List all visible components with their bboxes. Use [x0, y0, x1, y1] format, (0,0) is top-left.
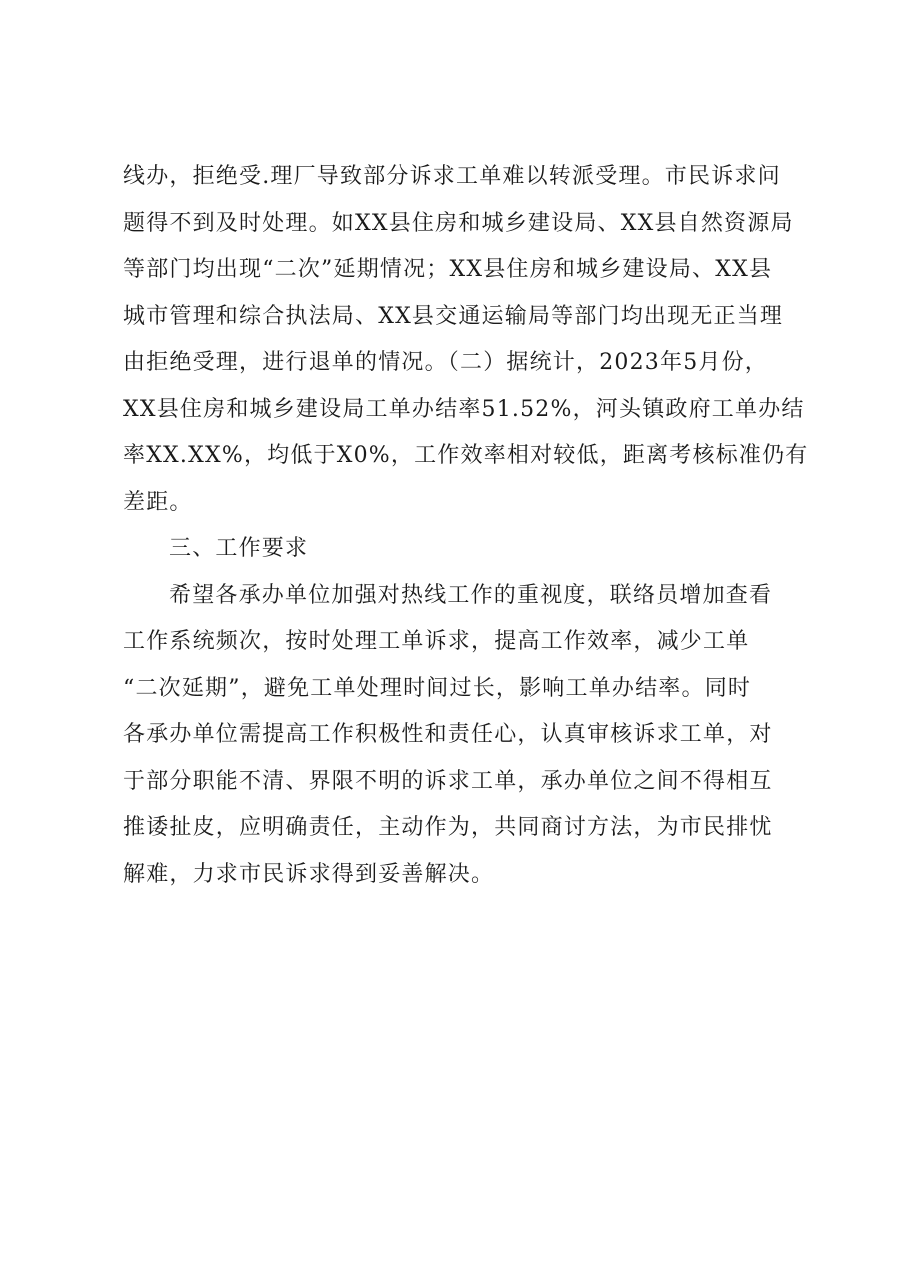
text-line: XX县住房和城乡建设局工单办结率51.52%，河头镇政府工单办结 — [123, 396, 805, 422]
text-line: 推诿扯皮，应明确责任，主动作为，共同商讨方法，为市民排忧 — [123, 815, 773, 840]
text-line: 线办，拒绝受.理厂导致部分诉求工单难以转派受理。市民诉求问 — [123, 164, 781, 189]
text-line: 差距。 — [123, 489, 193, 515]
text-line: 城市管理和综合执法局、XX县交通运输局等部门均出现无正当理 — [123, 303, 784, 329]
text-line: 希望各承办单位加强对热线工作的重视度，联络员增加查看 — [169, 582, 773, 608]
text-line: 率XX.XX%，均低于X0%，工作效率相对较低，距离考核标准仍有 — [123, 443, 809, 468]
text-line: 工作系统频次，按时处理工单诉求，提高工作效率，减少工单 — [123, 629, 750, 654]
paragraph-work-requirements — [123, 573, 823, 899]
text-line: 解难，力求市民诉求得到妥善解决。 — [123, 861, 495, 887]
text-line: 由拒绝受理，进行退单的情况。（二）据统计，2023年5月份， — [123, 350, 768, 375]
text-line: 于部分职能不清、界限不明的诉求工单，承办单位之间不得相互 — [123, 768, 773, 794]
text-line: 等部门均出现“二次”延期情况；XX县住房和城乡建设局、XX县 — [123, 257, 773, 282]
section-heading: 三、工作要求 — [169, 536, 309, 561]
text-line: 题得不到及时处理。如XX县住房和城乡建设局、XX县自然资源局 — [123, 210, 794, 236]
paragraph-problem-details — [123, 154, 823, 526]
document-body — [123, 154, 823, 898]
text-line: “二次延期”，避免工单处理时间过长，影响工单办结率。同时 — [123, 675, 752, 701]
text-line: 各承办单位需提高工作积极性和责任心，认真审核诉求工单，对 — [123, 722, 773, 747]
